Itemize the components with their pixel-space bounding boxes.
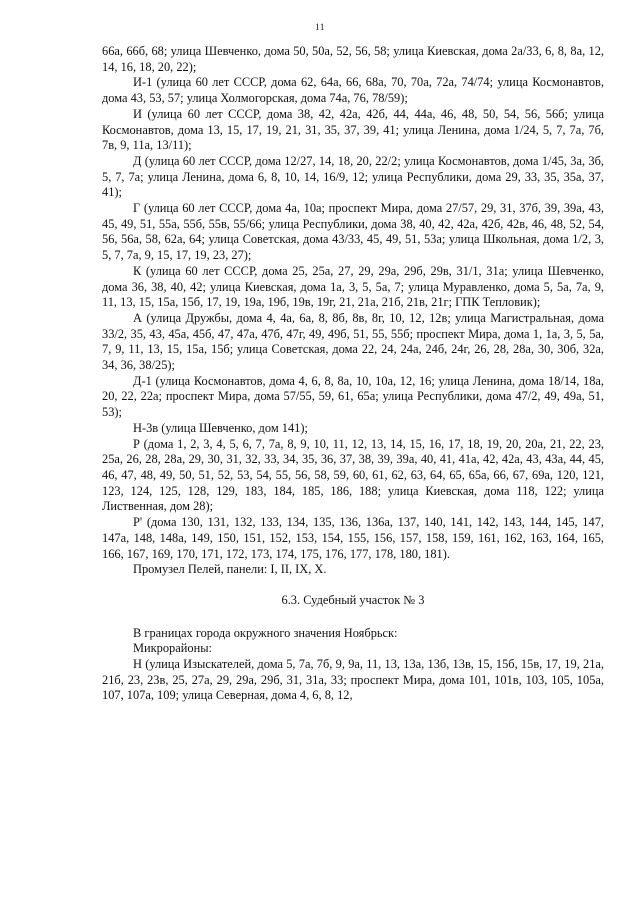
- paragraph-district-r-prime: Р' (дома 130, 131, 132, 133, 134, 135, 136, 136а, 137, 140, 141, 142, 143, 144, 145, 147, 147а, 148, 148а, 149, 150, 151, 152, 153, 154, 155, 156, 157, 158, 159, 161, 162, 163, 164, 165, 166, 167, 169, 170, 171, 172, 173, 174, 175, 176, 177, 178, 180, 181).: [102, 515, 604, 561]
- paragraph-district-k: К (улица 60 лет СССР, дома 25, 25а, 27, 29, 29а, 29б, 29в, 31/1, 31а; улица Шевченко, дома 36, 38, 40, 42; улица Киевская, дома 1а, 3, 5, 5а, 7; улица Муравленко, дома 5, 5а, 7а, 9, 11, 13, 15, 15а, 15б, 17, 19, 19а, 19б, 19в, 19г, 21, 21а, 21б, 21в, 21г; ГПК Тепловик);: [102, 263, 604, 310]
- paragraph-district-d1: Д-1 (улица Космонавтов, дома 4, 6, 8, 8а, 10, 10а, 12, 16; улица Ленина, дома 18/14, 18а, 20, 22, 22а; проспект Мира, дома 57/55, 59, 61, 65а; улица Республики, дома 47/2, 49, 49а, 51, 53);: [102, 373, 604, 420]
- paragraph-microdistricts-label: Микрорайоны:: [133, 641, 212, 656]
- section-heading: 6.3. Судебный участок № 3: [281, 592, 425, 607]
- paragraph-district-i: И (улица 60 лет СССР, дома 38, 42, 42а, 42б, 44, 44а, 46, 48, 50, 54, 56, 56б; улица Космонавтов, дома 13, 15, 17, 19, 21, 31, 35, 37, 39, 41; улица Ленина, дома 1/24, 5, 7, 7а, 7б, 7в, 9, 11а, 13/11);: [102, 106, 604, 153]
- paragraph-district-n3v: Н-3в (улица Шевченко, дом 141);: [133, 420, 308, 435]
- paragraph-district-d: Д (улица 60 лет СССР, дома 12/27, 14, 18, 20, 22/2; улица Космонавтов, дома 1/45, 3а, 3б, 5, 7, 7а; улица Ленина, дома 6, 8, 10, 14, 16/9, 12; улица Республики, дома 29, 33, 35, 35а, 37, 41);: [102, 153, 604, 200]
- paragraph-district-g: Г (улица 60 лет СССР, дома 4а, 10а; проспект Мира, дома 27/57, 29, 31, 37б, 39, 39а, 43, 45, 49, 51, 55а, 55б, 55в, 55/66; улица Республики, дома 38, 40, 42, 42а, 42б, 42в, 46, 48, 52, 54, 56, 56а, 58, 62а, 64; улица Советская, дома 43/33, 45, 49, 51, 53а; улица Школьная, дома 1/2, 3, 5, 7, 7а, 9, 15, 17, 19, 23, 27);: [102, 201, 604, 263]
- document-body: [102, 44, 604, 704]
- paragraph-district-r: Р (дома 1, 2, 3, 4, 5, 6, 7, 7а, 8, 9, 10, 11, 12, 13, 14, 15, 16, 17, 18, 19, 20, 20а, 21, 22, 23, 25а, 26, 28, 28а, 29, 30, 31, 32, 33, 34, 35, 36, 37, 38, 39, 39а, 40, 41, 41а, 42, 42а, 43, 43а, 44, 45, 46, 47, 48, 49, 50, 51, 52, 53, 54, 55, 56, 58, 59, 60, 61, 62, 63, 64, 65, 65а, 66, 67, 69а, 120, 121, 123, 124, 125, 128, 129, 183, 184, 185, 186, 188; улица Киевская, дома 118, 122; улица Лиственная, дом 28);: [102, 436, 604, 514]
- paragraph-promuzel: Промузел Пелей, панели: I, II, IX, X.: [133, 562, 327, 577]
- paragraph-district-n: Н (улица Изыскателей, дома 5, 7а, 7б, 9, 9а, 11, 13, 13а, 13б, 13в, 15, 15б, 15в, 17, 19, 21а, 21б, 23, 23в, 25, 27а, 29, 29а, 29б, 31, 31а, 33; проспект Мира, дома 101, 101в, 103, 105, 105а, 107, 107а, 109; улица Северная, дома 4, 6, 8, 12,: [102, 657, 604, 703]
- paragraph-district-a: А (улица Дружбы, дома 4, 4а, 6а, 8, 8б, 8в, 8г, 10, 12, 12в; улица Магистральная, дома 33/2, 35, 43, 45а, 45б, 47, 47а, 47б, 47г, 49, 49б, 51, 55, 55б; проспект Мира, дома 1, 1а, 3, 5, 5а, 7, 9, 11, 13, 15, 15а, 15б; улица Советская, дома 22, 24, 24а, 24б, 24г, 26, 28, 28а, 30, 30б, 32а, 34, 36, 38/25);: [102, 310, 604, 373]
- paragraph-district-i1: И-1 (улица 60 лет СССР, дома 62, 64а, 66, 68а, 70, 70а, 72а, 74/74; улица Космонавтов, дома 43, 53, 57; улица Холмогорская, дома 74а, 76, 78/59);: [102, 75, 604, 106]
- paragraph-city-boundary: В границах города окружного значения Ноябрьск:: [133, 625, 398, 640]
- page-number: 11: [315, 22, 325, 32]
- paragraph-continuation: 66а, 66б, 68; улица Шевченко, дома 50, 50а, 52, 56, 58; улица Киевская, дома 2а/33, 6, 8, 8а, 12, 14, 16, 18, 20, 22);: [102, 44, 604, 74]
